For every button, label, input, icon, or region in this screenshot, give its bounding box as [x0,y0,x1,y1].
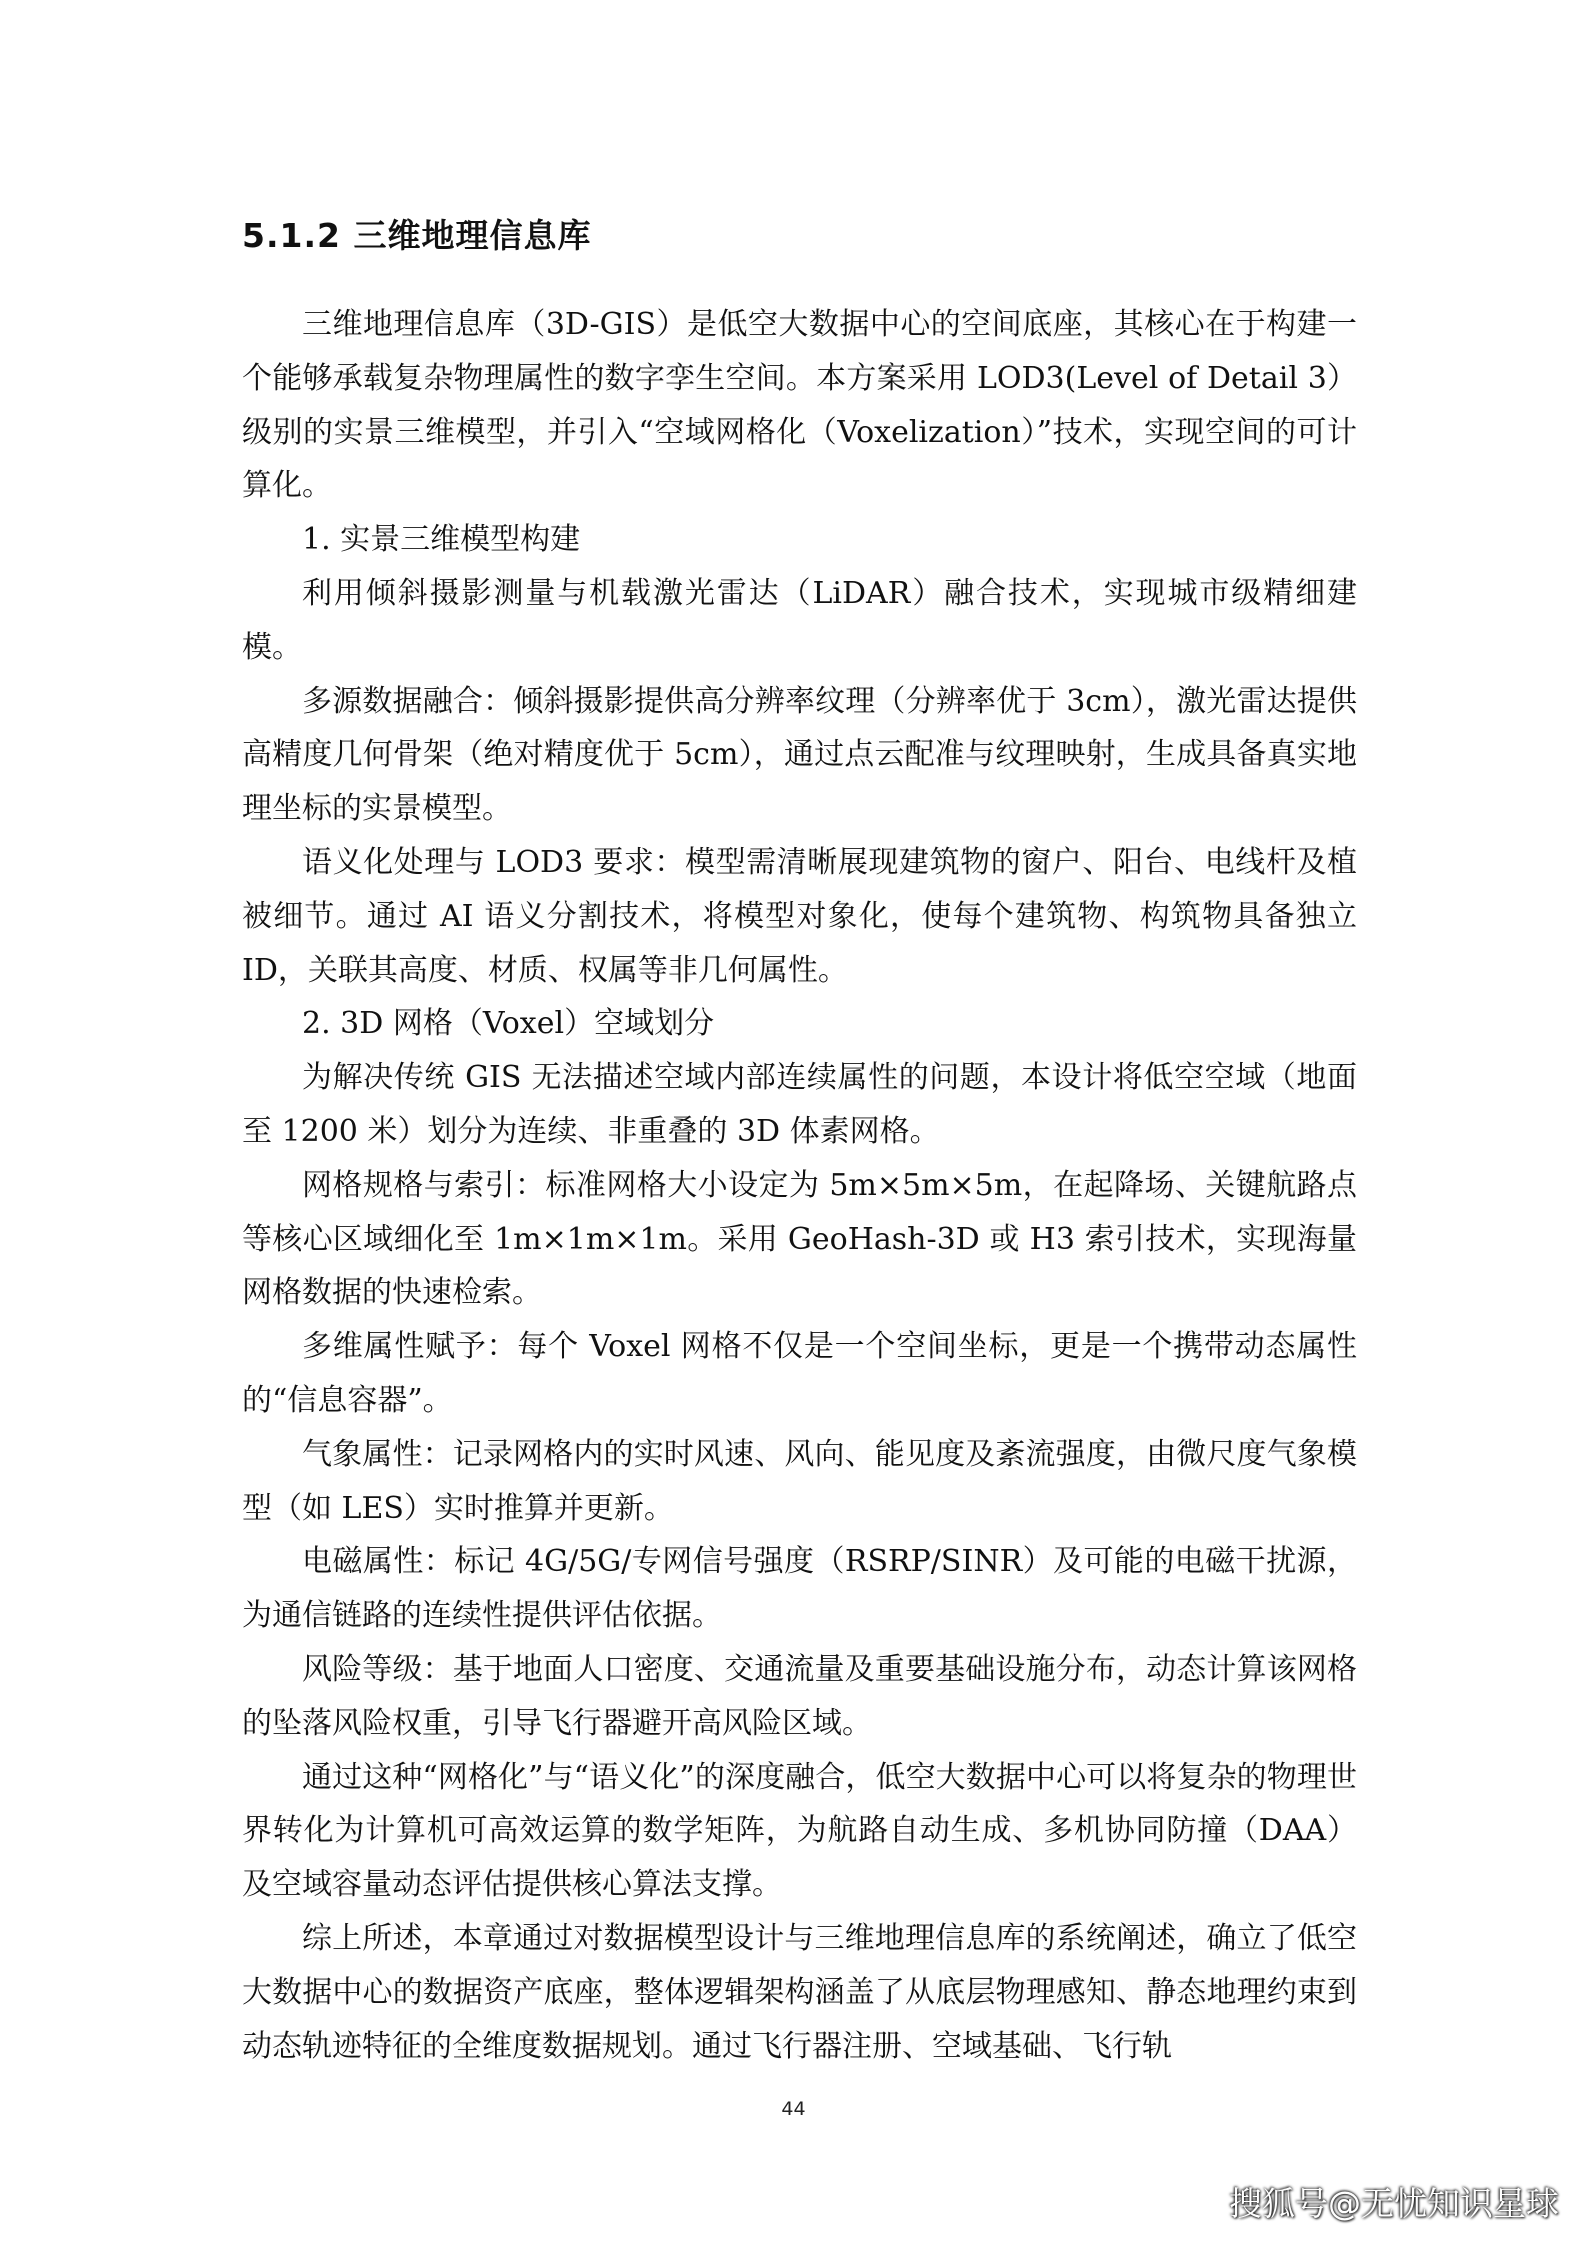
paragraph: 电磁属性：标记 4G/5G/专网信号强度（RSRP/SINR）及可能的电磁干扰源，为通信链路的连续性提供评估依据。 [242,1544,1357,1634]
subheading-1: 1. 实景三维模型构建 [302,522,581,558]
paragraph: 通过这种“网格化”与“语义化”的深度融合，低空大数据中心可以将复杂的物理世界转化为计算机可高效运算的数学矩阵，为航路自动生成、多机协同防撞（DAA）及空域容量动态评估提供核心算法支撑。 [242,1759,1357,1903]
paragraph: 气象属性：记录网格内的实时风速、风向、能见度及紊流强度，由微尺度气象模型（如 LES）实时推算并更新。 [242,1436,1357,1526]
body-text [242,298,1357,2073]
paragraph: 多维属性赋予：每个 Voxel 网格不仅是一个空间坐标，更是一个携带动态属性的“信息容器”。 [242,1329,1357,1418]
paragraph: 多源数据融合：倾斜摄影提供高分辨率纹理（分辨率优于 3cm），激光雷达提供高精度几何骨架（绝对精度优于 5cm），通过点云配准与纹理映射，生成具备真实地理坐标的实景模型。 [242,683,1357,827]
paragraph: 利用倾斜摄影测量与机载激光雷达（LiDAR）融合技术，实现城市级精细建模。 [242,575,1357,665]
page-number: 44 [781,2098,806,2120]
paragraph: 风险等级：基于地面人口密度、交通流量及重要基础设施分布，动态计算该网格的坠落风险权重，引导飞行器避开高风险区域。 [242,1651,1357,1741]
paragraph: 为解决传统 GIS 无法描述空域内部连续属性的问题，本设计将低空空域（地面至 1200 米）划分为连续、非重叠的 3D 体素网格。 [242,1060,1357,1149]
paragraph-intro: 三维地理信息库（3D-GIS）是低空大数据中心的空间底座，其核心在于构建一个能够承载复杂物理属性的数字孪生空间。本方案采用 LOD3(Level of Detail 3）级别的实景三维模型，并引入“空域网格化（Voxelization）”技术，实现空间的可计算化。 [242,307,1357,504]
paragraph: 网格规格与索引：标准网格大小设定为 5m×5m×5m，在起降场、关键航路点等核心区域细化至 1m×1m×1m。采用 GeoHash-3D 或 H3 索引技术，实现海量网格数据的快速检索。 [242,1167,1357,1311]
paragraph-summary: 综上所述，本章通过对数据模型设计与三维地理信息库的系统阐述，确立了低空大数据中心的数据资产底座，整体逻辑架构涵盖了从底层物理感知、静态地理约束到动态轨迹特征的全维度数据规划。通过飞行器注册、空域基础、飞行轨 [242,1920,1357,2064]
watermark: 搜狐号@无忧知识星球 [1229,2184,1559,2223]
section-heading: 5.1.2 三维地理信息库 [242,216,592,255]
paragraph: 语义化处理与 LOD3 要求：模型需清晰展现建筑物的窗户、阳台、电线杆及植被细节。通过 AI 语义分割技术，将模型对象化，使每个建筑物、构筑物具备独立 ID，关联其高度、材质、权属等非几何属性。 [242,844,1357,988]
subheading-2: 2. 3D 网格（Voxel）空域划分 [302,1006,715,1042]
